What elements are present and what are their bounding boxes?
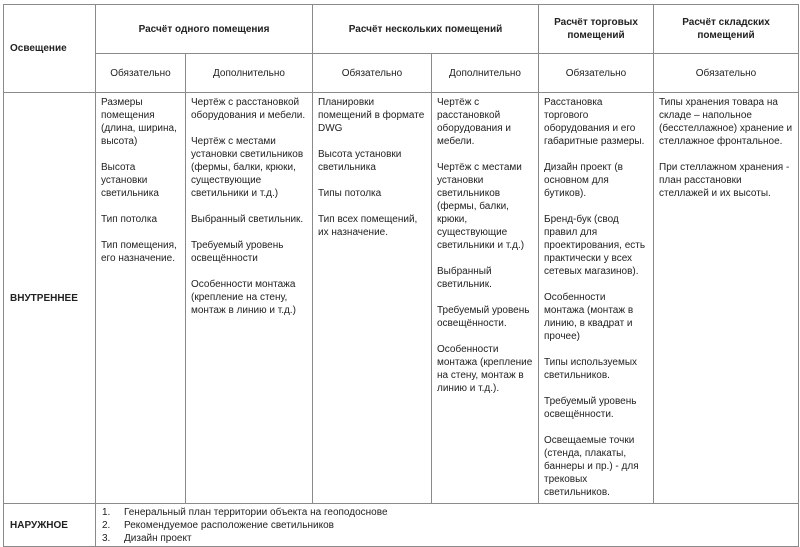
requirements-cell [96,93,186,504]
group-header [539,5,654,54]
requirements-cell [313,93,432,504]
requirements-cell [539,93,654,504]
group-header [96,5,313,54]
external-list [96,504,798,545]
requirement-item: Чертёж с местами установки светильников (фермы, балки, крюки, существующие светильники и т.д.) [191,136,304,199]
requirement-item: При стеллажном хранения - план расстановки стеллажей и их высоты. [659,162,790,199]
requirements-cell [654,93,799,504]
list-item-number: 1. [102,507,111,518]
requirement-item: Расстановка торгового оборудования и его габаритные размеры. [544,97,645,147]
requirements-cell [186,93,313,504]
requirement-item: Особенности монтажа (монтаж в линию, в квадрат и прочее) [544,292,634,342]
group-header-row [4,5,799,54]
requirement-item: Типы хранения товара на складе – напольное (бесстеллажное) хранение и стеллажное фронтальное. [659,97,793,147]
row-label-external: НАРУЖНОЕ [4,504,96,547]
requirement-item: Размеры помещения (длина, ширина, высота) [101,97,177,147]
corner-header: Освещение [4,5,96,93]
requirement-item: Высота установки светильника [101,162,159,199]
requirement-item: Бренд-бук (свод правил для проектирования, есть практически у всех сетевых магазинов). [544,214,646,277]
requirement-item: Тип потолка [101,214,158,225]
requirements-cell [432,93,539,504]
internal-row [4,93,799,504]
requirement-item: Особенности монтажа (крепление на стену, монтаж в линию и т.д.). [437,344,533,394]
subheader-cell: Обязательно [654,54,799,93]
list-item [102,519,798,532]
subheader-row [4,54,799,93]
list-item-text: Дизайн проект [124,533,192,544]
requirement-item: Освещаемые точки (стенда, плакаты, баннеры и пр.) - для трековых светильников. [544,435,639,498]
lighting-requirements-table [3,4,799,547]
list-item [102,506,798,519]
requirement-item: Высота установки светильника [318,149,402,173]
requirement-item: Дизайн проект (в основном для бутиков). [544,162,623,199]
external-row [4,504,799,547]
requirement-item: Выбранный светильник. [191,214,304,225]
list-item-text: Генеральный план территории объекта на геоподоснове [124,507,388,518]
subheader-cell: Обязательно [539,54,654,93]
requirement-item: Типы потолка [318,188,382,199]
group-header-title: Расчёт нескольких помещений [348,23,503,35]
requirement-item: Типы используемых светильников. [544,357,638,381]
group-header-title: Расчёт торговых помещений [554,17,638,41]
group-header [654,5,799,54]
requirement-item: Чертёж с местами установки светильников (фермы, балки, крюки, существующие светильники и т.д.) [437,162,525,251]
group-header-title: Расчёт складских помещений [682,17,770,41]
subheader-cell: Обязательно [96,54,186,93]
requirement-item: Тип помещения, его назначение. [101,240,177,264]
external-list-cell [96,504,799,547]
group-header-title: Расчёт одного помещения [138,23,270,35]
subheader-cell: Обязательно [313,54,432,93]
requirement-item: Чертёж с расстановкой оборудования и мебели. [191,97,306,121]
requirement-item: Требуемый уровень освещённости [191,240,284,264]
list-item-text: Рекомендуемое расположение светильников [124,520,334,531]
list-item-number: 3. [102,533,111,544]
group-header [313,5,539,54]
requirement-item: Чертёж с расстановкой оборудования и мебели. [437,97,512,147]
requirement-item: Особенности монтажа (крепление на стену, монтаж в линию и т.д.) [191,279,296,316]
subheader-cell: Дополнительно [432,54,539,93]
requirement-item: Выбранный светильник. [437,266,492,290]
subheader-cell: Дополнительно [186,54,313,93]
requirement-item: Тип всех помещений, их назначение. [318,214,418,238]
requirement-item: Требуемый уровень освещённости. [437,305,530,329]
requirement-item: Планировки помещений в формате DWG [318,97,425,134]
list-item [102,532,798,545]
requirement-item: Требуемый уровень освещённости. [544,396,637,420]
row-label-internal: ВНУТРЕННЕЕ [4,93,96,504]
list-item-number: 2. [102,520,111,531]
